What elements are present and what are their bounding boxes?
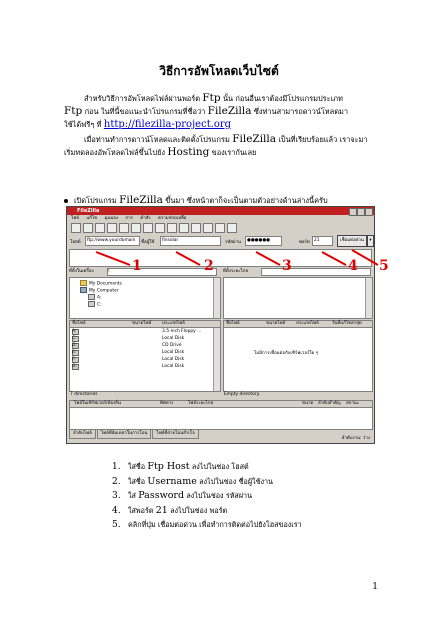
column-remote-file[interactable]: ไฟล์ระยะไกล (188, 401, 214, 406)
list-item: 2. ใส่ชื่อ Username ลงไปในช่อง ชื่อผู้ใช้งาน (112, 475, 273, 487)
intro-line-1: สำหรับวิธีการอัพโหลดไฟล์ผ่านพอร์ต Ftp นั้น ก่อนอื่นเราต้องมีโปรแกรมประเภท (84, 92, 343, 104)
menu-transfer[interactable]: การ (125, 216, 133, 221)
column-priority[interactable]: ลำดับสำคัญ (318, 401, 341, 406)
toolbar (67, 222, 374, 234)
list-item: 3. ใส่ Password ลงไปในช่อง รหัสผ่าน (112, 490, 252, 501)
window-titlebar (67, 207, 374, 215)
host-input[interactable]: ftp://www.yourdomain (85, 236, 140, 246)
list-item: 4. ใส่พอร์ต 21 ลงไปในช่อง พอร์ต (112, 504, 228, 516)
tab-queued-files[interactable]: ลำดับไฟล์ (69, 429, 96, 439)
list-item: 1. ใส่ชื่อ Ftp Host ลงไปในช่อง โฮสต์ (112, 461, 249, 472)
password-label: รหัสผ่าน (225, 240, 241, 245)
transfer-queue (69, 400, 373, 430)
remote-status: Empty directory. (224, 392, 260, 397)
steps-list (112, 460, 302, 533)
cancel-icon[interactable] (155, 223, 165, 233)
table-row[interactable]: G: Local Disk (72, 364, 185, 369)
compare-icon[interactable] (203, 223, 213, 233)
toggle-remote-tree-icon[interactable] (107, 223, 117, 233)
local-list-header (70, 321, 220, 328)
intro-paragraph (64, 92, 384, 159)
table-row[interactable]: A: 3.5-inch Floppy ... (72, 329, 202, 334)
quickconnect-bar (67, 234, 374, 247)
disconnect-icon[interactable] (167, 223, 177, 233)
menu-file[interactable]: ไฟล์ (71, 216, 80, 221)
column-direction[interactable]: ทิศทาง (160, 401, 174, 406)
username-input[interactable]: finsolar (160, 236, 221, 246)
intro-line-3: ใช้ได้ฟรีๆ ที่ http://filezilla-project.org (64, 119, 232, 130)
column-size[interactable]: ขนาด (302, 401, 314, 406)
page-title: วิธีการอัพโหลดเว็บไซต์ (159, 64, 279, 78)
drive-icon (88, 301, 95, 307)
marker-1: 1 (132, 258, 142, 274)
remote-tree (223, 277, 373, 319)
tab-failed-transfers[interactable]: ไฟล์ที่ล้มเหลวในการโอน (97, 429, 152, 439)
window-title: FileZilla (77, 208, 100, 214)
marker-5: 5 (379, 258, 389, 274)
local-tree-scrollbar[interactable] (213, 278, 220, 318)
queue-tabs (69, 429, 200, 437)
table-row[interactable]: E: Local Disk (72, 350, 185, 355)
local-status: 7 directories (70, 392, 98, 397)
intro-line-2: Ftp ก่อน ในที่นี้ขอแนะนำโปรแกรมที่ชื่อว่า FileZilla ซึ่งท่านสามารถดาวน์โหลดมา (64, 105, 349, 117)
column-status[interactable]: สถานะ (346, 401, 360, 406)
sync-browse-icon[interactable] (215, 223, 225, 233)
intro-line-4: เมื่อท่านทำการดาวน์โหลดและติดตั้งโปรแกรม FileZilla เป็นที่เรียบร้อยแล้ว เราจะมา (84, 133, 368, 145)
toggle-tree-icon[interactable] (95, 223, 105, 233)
chevron-down-icon[interactable]: ▾ (367, 235, 374, 247)
message-log (69, 249, 372, 267)
queue-status: ลำดับงาน: ว่าง (341, 436, 370, 441)
local-site-input[interactable]: \ (107, 268, 217, 276)
folder-icon (80, 280, 87, 286)
toggle-log-icon[interactable] (83, 223, 93, 233)
column-filetype[interactable]: ประเภทไฟล์ (162, 321, 185, 326)
remote-file-list (223, 320, 373, 392)
column-local-file[interactable]: ไฟล์ในเซิร์ฟเวอร์/ท้องถิ่น (74, 401, 121, 406)
column-modified[interactable]: วันที่แก้ไขล่าสุด (332, 321, 362, 326)
username-label: ชื่อผู้ใช้ (141, 240, 155, 245)
menu-view[interactable]: มุมมอง (104, 216, 118, 221)
filter-icon[interactable] (191, 223, 201, 233)
marker-4: 4 (348, 258, 358, 274)
local-list-scrollbar[interactable] (213, 328, 220, 391)
filezilla-link[interactable]: http://filezilla-project.org (103, 119, 232, 130)
tree-item-a[interactable]: A: (88, 294, 101, 302)
close-icon[interactable] (365, 208, 373, 216)
tree-item-my-documents[interactable]: My Documents (80, 280, 122, 288)
remote-list-header (224, 321, 372, 328)
minimize-icon[interactable] (349, 208, 357, 216)
menu-help[interactable]: ความช่วยเหลือ (157, 216, 187, 221)
remote-tree-scrollbar[interactable] (365, 278, 372, 318)
bullet-icon (64, 199, 68, 203)
page-number: 1 (372, 582, 378, 592)
marker-3: 3 (282, 258, 292, 274)
reconnect-icon[interactable] (179, 223, 189, 233)
host-label: โฮสต์ (70, 240, 81, 245)
port-input[interactable]: 21 (312, 236, 333, 246)
column-filesize[interactable]: ขนาดไฟล์ (132, 321, 152, 326)
menu-server[interactable]: คำสั่ง (140, 216, 151, 221)
tree-item-my-computer[interactable]: My Computer (80, 287, 119, 295)
intro-line-5: เริ่มทดลองอัพโหลดไฟล์ขึ้นไปยัง Hosting ของเรากันเลย (64, 146, 257, 158)
password-input[interactable]: ●●●●●● (245, 236, 282, 246)
table-row[interactable]: D: CD Drive (72, 343, 182, 348)
local-tree (69, 277, 221, 319)
computer-icon (80, 287, 87, 293)
queue-header (70, 401, 372, 408)
filezilla-window (66, 206, 375, 444)
process-queue-icon[interactable] (143, 223, 153, 233)
menu-edit[interactable]: แก้ไข (86, 216, 98, 221)
drive-icon (88, 294, 95, 300)
column-filename[interactable]: ชื่อไฟล์ (72, 321, 86, 326)
quickconnect-button[interactable]: เชื่อมต่อด่วน (337, 235, 367, 247)
site-manager-icon[interactable] (71, 223, 81, 233)
tree-item-c[interactable]: C: (88, 301, 102, 309)
tab-successful-transfers[interactable]: ไฟล์ที่ถ่ายโอนสำเร็จ (152, 429, 198, 439)
bullet-open-filezilla: เปิดโปรแกรม FileZilla ขึ้นมา ซึ่งหน้าตาก็จะเป็นตามตัวอย่างด้านล่างนี้ครับ (64, 194, 328, 207)
remote-site-label: ที่ตั้งระยะไกล (223, 269, 249, 274)
toggle-queue-icon[interactable] (119, 223, 129, 233)
port-label: พอร์ต (299, 240, 310, 245)
local-file-list (69, 320, 221, 392)
marker-2: 2 (204, 258, 214, 274)
column-filesize[interactable]: ขนาดไฟล์ (266, 321, 286, 326)
column-filename[interactable]: ชื่อไฟล์ (226, 321, 240, 326)
table-row[interactable]: C: Local Disk (72, 336, 185, 341)
maximize-icon[interactable] (357, 208, 365, 216)
list-item: 5. คลิกที่ปุ่ม เชื่อมต่อด่วน เพื่อทำการติดต่อไปยังโฮสของเรา (112, 520, 302, 530)
table-row[interactable]: F: Local Disk (72, 357, 185, 362)
local-site-label: ที่ตั้งในเครื่อง (69, 269, 94, 274)
menu-bar (67, 215, 374, 222)
search-icon[interactable] (227, 223, 237, 233)
column-filetype[interactable]: ประเภทไฟล์ (296, 321, 319, 326)
refresh-icon[interactable] (131, 223, 141, 233)
remote-placeholder: ไม่มีการเชื่อมต่อกับเซิร์ฟเวอร์ใด ๆ (254, 351, 319, 356)
